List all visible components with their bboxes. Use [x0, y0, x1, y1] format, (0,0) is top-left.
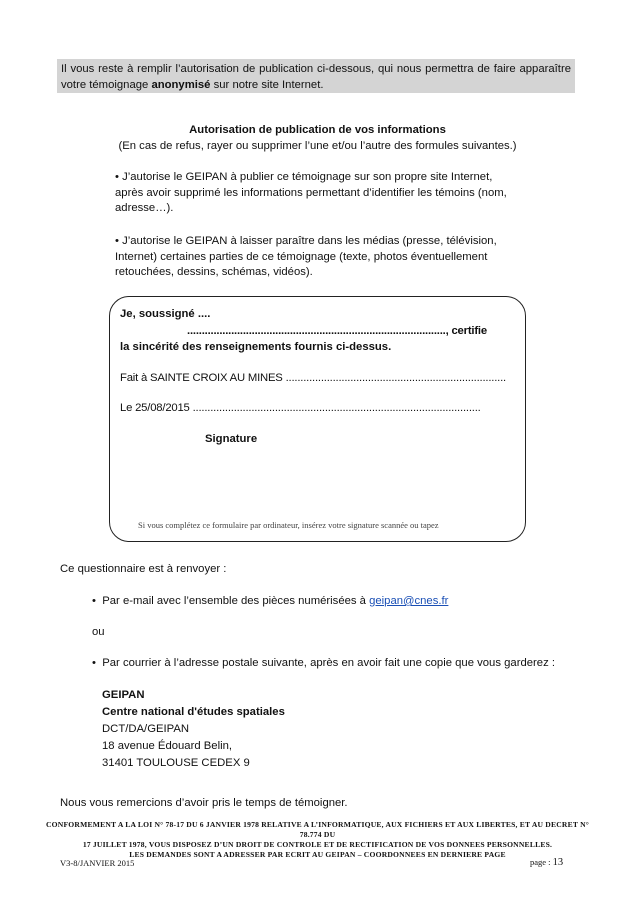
authorization-title: Autorisation de publication de vos informations [189, 124, 446, 136]
return-email-text: Par e-mail avec l’ensemble des pièces numérisées à [102, 595, 370, 607]
postal-address [102, 687, 285, 772]
page-number: 13 [552, 857, 564, 868]
form-sincerite: la sincérité des renseignements fournis ci-dessus. [120, 341, 392, 353]
intro-text-bold: anonymisé [151, 79, 211, 91]
thanks-text: Nous vous remercions d’avoir pris le temps de témoigner. [60, 797, 348, 809]
form-certifie: ........................................................................................, certifie [187, 325, 487, 337]
return-mail-text: Par courrier à l’adresse postale suivante, après en avoir fait une copie que vous garderez : [102, 657, 555, 669]
form-fait-a: Fait à SAINTE CROIX AU MINES ........................................................................... [120, 372, 506, 384]
bullet-dot: • [92, 595, 103, 607]
return-intro: Ce questionnaire est à renvoyer : [60, 563, 227, 575]
form-soussigne: Je, soussigné .... [120, 308, 211, 320]
footer-line-1: CONFORMEMENT A LA LOI N° 78-17 DU 6 JANVIER 1978 RELATIVE A L’INFORMATIQUE, AUX FICHIERS ET AUX LIBERTES, ET AU DECRET N° 78.774 DU [45, 820, 590, 839]
authorization-bullet-2: • J’autorise le GEIPAN à laisser paraître dans les médias (presse, télévision, Internet) certaines parties de ce témoignage (texte, photos éventuellement retouchées, dessins, schémas, vidéos). [115, 235, 497, 278]
address-line-5: 31401 TOULOUSE CEDEX 9 [102, 757, 250, 769]
address-line-4: 18 avenue Édouard Belin, [102, 740, 233, 752]
intro-text-2: sur notre site Internet. [210, 79, 324, 91]
intro-text-1: Il vous reste à remplir l’autorisation de publication ci-dessous, qui nous permettra de faire apparaître votre témoignage [61, 63, 571, 91]
footer-line-3: LES DEMANDES SONT A ADRESSER PAR ECRIT AU GEIPAN – COORDONNEES EN DERNIERE PAGE [129, 850, 506, 859]
intro-paragraph [57, 59, 575, 93]
footer-line-2: 17 JUILLET 1978, VOUS DISPOSEZ D’UN DROIT DE CONTROLE ET DE RECTIFICATION DE VOS DONNEES PERSONNELLES. [82, 840, 553, 849]
address-line-3: DCT/DA/GEIPAN [102, 723, 190, 735]
version-label: V3-8/JANVIER 2015 [60, 858, 135, 868]
authorization-bullet-1: • J’autorise le GEIPAN à publier ce témoignage sur son propre site Internet, après avoir supprimé les informations permettant d’identifier les témoins (nom, adresse…). [115, 171, 507, 214]
email-link[interactable]: geipan@cnes.fr [369, 595, 449, 607]
page-label: page : [530, 857, 553, 867]
form-signature-label: Signature [205, 433, 258, 445]
bullet-dot: • [92, 657, 103, 669]
address-line-2: Centre national d'études spatiales [102, 706, 285, 718]
return-mail-item [92, 657, 555, 669]
return-email-item [92, 595, 448, 607]
form-date: Le 25/08/2015 .................................................................................................. [120, 402, 481, 414]
authorization-subtitle: (En cas de refus, rayer ou supprimer l’une et/ou l’autre des formules suivantes.) [118, 140, 517, 152]
form-cut-note: Si vous complétez ce formulaire par ordinateur, insérez votre signature scannée ou tapez [138, 520, 439, 530]
legal-footer [40, 820, 595, 860]
page-indicator [530, 856, 563, 868]
address-line-1: GEIPAN [102, 689, 145, 701]
signature-form-box [109, 296, 526, 542]
return-or: ou [92, 626, 105, 638]
